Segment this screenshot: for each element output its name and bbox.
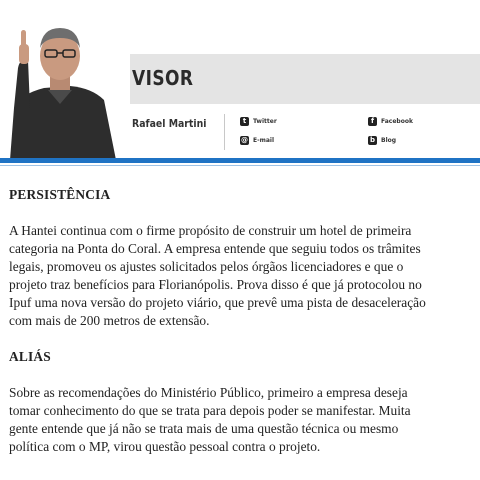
text-line: tomar conhecimento do que se trata para depois poder se manifestar. Muita bbox=[9, 403, 411, 418]
text-line: gente entende que já não se trata mais de uma questão técnica ou mesmo bbox=[9, 421, 399, 436]
text-line: categoria na Ponta do Coral. A empresa entende que seguiu todos os trâmites bbox=[9, 241, 421, 256]
text-line: legais, promoveu os ajustes solicitados pelos órgãos licenciadores e que o bbox=[9, 259, 404, 274]
column-header bbox=[0, 0, 480, 168]
author-name: Rafael Martini bbox=[132, 117, 207, 130]
facebook-icon: f bbox=[368, 117, 377, 126]
twitter-icon: t bbox=[240, 117, 249, 126]
email-icon: @ bbox=[241, 136, 248, 144]
text-line: Sobre as recomendações do Ministério Público, primeiro a empresa deseja bbox=[9, 385, 408, 400]
twitter-label: Twitter bbox=[253, 118, 277, 125]
text-line: A Hantei continua com o firme propósito de construir um hotel de primeira bbox=[9, 223, 412, 238]
email-label: E-mail bbox=[253, 137, 275, 144]
facebook-contact[interactable] bbox=[368, 117, 416, 126]
blog-icon: b bbox=[369, 136, 375, 144]
header-underline bbox=[0, 165, 480, 166]
text-line: com mais de 200 metros de extensão. bbox=[9, 313, 210, 328]
article-body bbox=[9, 186, 479, 474]
author-photo bbox=[0, 8, 130, 160]
facebook-label: Facebook bbox=[381, 118, 413, 125]
header-accent-bar bbox=[0, 158, 480, 163]
section-heading: ALIÁS bbox=[9, 349, 51, 364]
blog-label: Blog bbox=[381, 137, 397, 144]
section-heading: PERSISTÊNCIA bbox=[9, 187, 111, 202]
text-line: Ipuf uma nova versão do projeto viário, que prevê uma pista de desaceleração bbox=[9, 295, 426, 310]
text-line: projeto traz benefícios para Florianópolis. Prova disso é que já protocolou no bbox=[9, 277, 422, 292]
text-line: política com o MP, virou questão pessoal contra o projeto. bbox=[9, 439, 321, 454]
header-divider bbox=[224, 114, 225, 150]
paragraph bbox=[9, 222, 479, 330]
email-contact[interactable] bbox=[240, 136, 277, 145]
column-title: VISOR bbox=[132, 66, 194, 90]
blog-contact[interactable] bbox=[368, 136, 399, 145]
twitter-contact[interactable] bbox=[240, 117, 280, 126]
paragraph bbox=[9, 384, 479, 456]
